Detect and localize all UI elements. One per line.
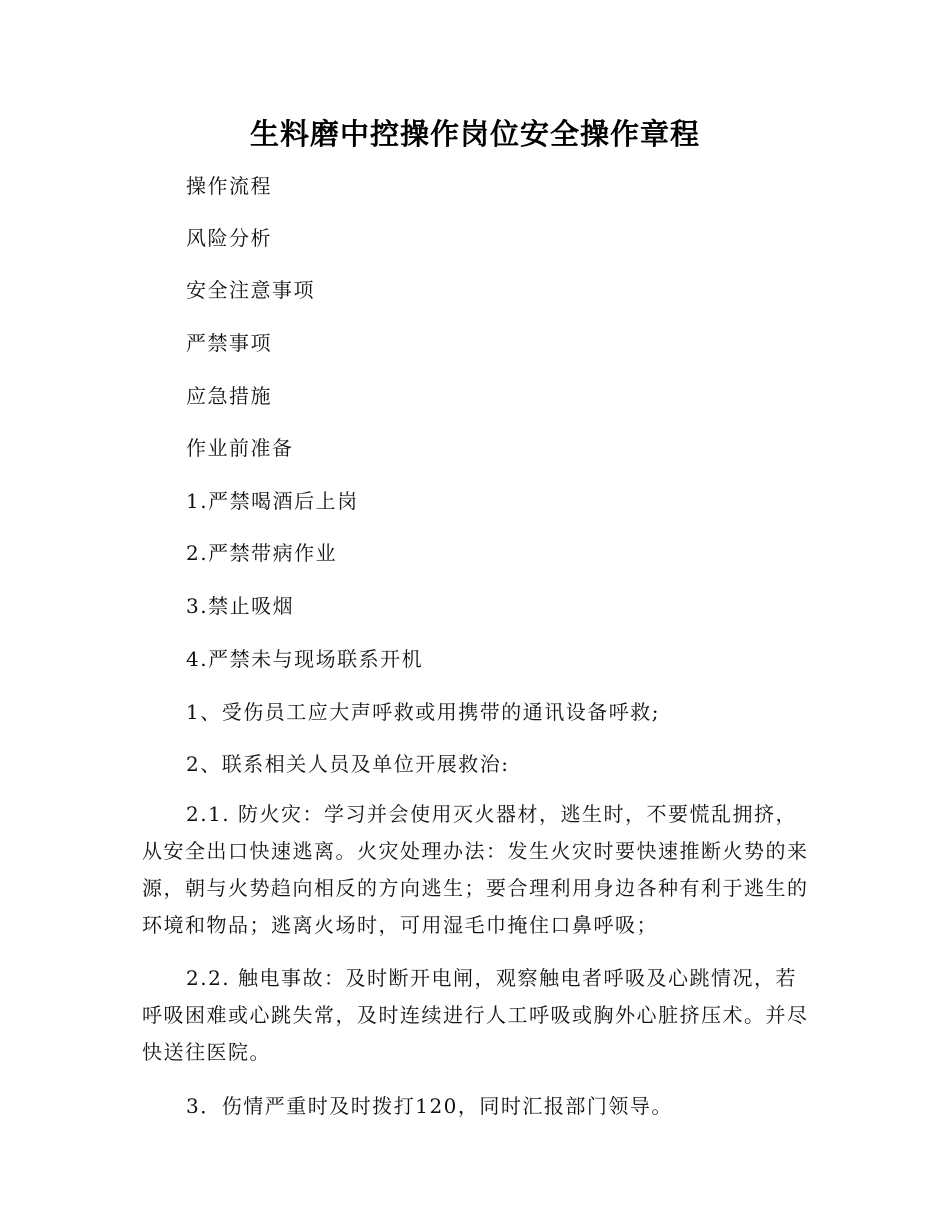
section-heading-safety-notes: 安全注意事项 bbox=[186, 278, 315, 302]
list-item-no-smoking: 3.禁止吸烟 bbox=[186, 594, 295, 618]
list-item-no-working-sick: 2.严禁带病作业 bbox=[186, 541, 338, 565]
paragraph-serious-injury: 3．伤情严重时及时拨打120，同时汇报部门领导。 bbox=[186, 1094, 673, 1118]
emergency-step-contact-rescue: 2、联系相关人员及单位开展救治: bbox=[186, 752, 510, 776]
section-heading-operation-flow: 操作流程 bbox=[186, 174, 272, 198]
list-item-no-drinking: 1.严禁喝酒后上岗 bbox=[186, 489, 359, 513]
section-heading-prohibitions: 严禁事项 bbox=[186, 331, 272, 355]
paragraph-electric-shock: 2.2. 触电事故：及时断开电闸，观察触电者呼吸及心跳情况，若呼吸困难或心跳失常，及时连续进行人工呼吸或胸外心脏挤压术。并尽快送往医院。 bbox=[142, 966, 809, 1064]
emergency-step-call-for-help: 1、受伤员工应大声呼救或用携带的通讯设备呼救; bbox=[186, 700, 660, 724]
section-heading-pre-work-preparation: 作业前准备 bbox=[186, 436, 294, 460]
section-heading-emergency-measures: 应急措施 bbox=[186, 384, 272, 408]
page-title: 生料磨中控操作岗位安全操作章程 bbox=[249, 117, 700, 151]
list-item-no-startup-without-contact: 4.严禁未与现场联系开机 bbox=[186, 647, 424, 671]
section-heading-risk-analysis: 风险分析 bbox=[186, 226, 272, 250]
paragraph-fire-prevention: 2.1. 防火灾：学习并会使用灭火器材，逃生时，不要慌乱拥挤，从安全出口快速逃离。火灾处理办法：发生火灾时要快速推断火势的来源，朝与火势趋向相反的方向逃生；要合理利用身边各种有利于逃生的环境和物品；逃离火场时，可用湿毛巾掩住口鼻呼吸； bbox=[142, 802, 809, 937]
